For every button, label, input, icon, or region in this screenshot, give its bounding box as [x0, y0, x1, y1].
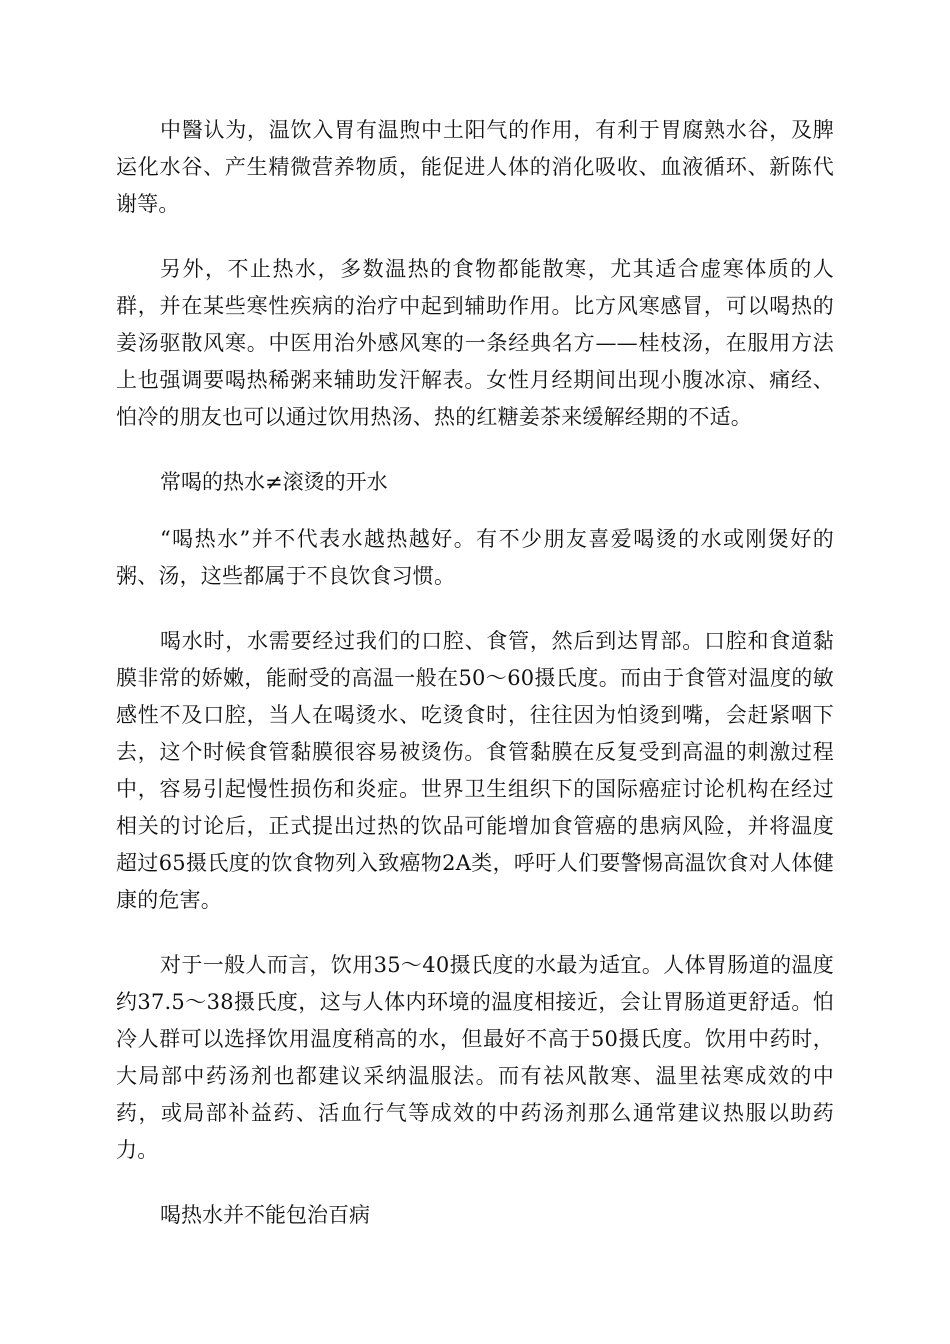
- paragraph-esophagus-risk: 喝水时，水需要经过我们的口腔、食管，然后到达胃部。口腔和食道黏膜非常的娇嫩，能耐受的高温一般在50～60摄氏度。而由于食管对温度的敏感性不及口腔，当人在喝烫水、吃烫食时，往往因为怕烫到嘴，会赶紧咽下去，这个时候食管黏膜很容易被烫伤。食管黏膜在反复受到高温的刺激过程中，容易引起慢性损伤和炎症。世界卫生组织下的国际癌症讨论机构在经过相关的讨论后，正式提出过热的饮品可能增加食管癌的患病风险，并将温度超过65摄氏度的饮食物列入致癌物2A类，呼吁人们要警惕高温饮食对人体健康的危害。: [116, 629, 834, 912]
- paragraph-suitable-temperature: 对于一般人而言，饮用35～40摄氏度的水最为适宜。人体胃肠道的温度约37.5～38摄氏度，这与人体内环境的温度相接近，会让胃肠道更舒适。怕冷人群可以选择饮用温度稍高的水，但最好不高于50摄氏度。饮用中药时，大局部中药汤剂也都建议采纳温服法。而有祛风散寒、温里祛寒成效的中药，或局部补益药、活血行气等成效的中药汤剂那么通常建议热服以助药力。: [116, 953, 834, 1162]
- paragraph-warm-foods: 另外，不止热水，多数温热的食物都能散寒，尤其适合虚寒体质的人群，并在某些寒性疾病的治疗中起到辅助作用。比方风寒感冒，可以喝热的姜汤驱散风寒。中医用治外感风寒的一条经典名方——桂枝汤，在服用方法上也强调要喝热稀粥来辅助发汗解表。女性月经期间出现小腹冰凉、痛经、怕冷的朋友也可以通过饮用热汤、热的红糖姜茶来缓解经期的不适。: [116, 257, 834, 429]
- paragraph-not-hotter-better: “喝热水”并不代表水越热越好。有不少朋友喜爱喝烫的水或刚煲好的粥、汤，这些都属于不良饮食习惯。: [116, 527, 834, 588]
- document-body: [116, 112, 834, 1254]
- paragraph-tcm-warm-drinks: 中醫认为，温饮入胃有温煦中土阳气的作用，有利于胃腐熟水谷，及脾运化水谷、产生精微营养物质，能促进人体的消化吸收、血液循环、新陈代谢等。: [116, 118, 834, 216]
- section-heading-not-cure-all: 喝热水并不能包治百病: [160, 1203, 370, 1227]
- section-heading-hot-water-not-boiling: 常喝的热水≠滚烫的开水: [160, 470, 388, 494]
